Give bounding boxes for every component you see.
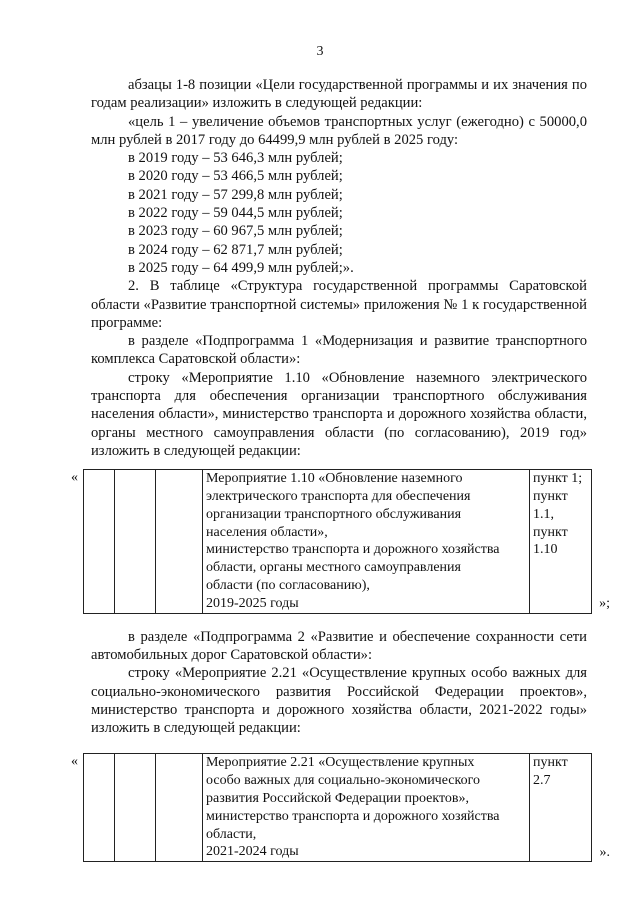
- empty-cell: [84, 754, 115, 862]
- measure-line: населения области»,: [206, 524, 328, 540]
- year-list-item: в 2024 году – 62 871,7 млн рублей;: [128, 241, 343, 258]
- empty-cell: [115, 754, 156, 862]
- year-list-item: в 2021 году – 57 299,8 млн рублей;: [128, 186, 343, 203]
- paragraph: 2. В таблице «Структура государственной программы Саратовской области «Развитие транспортной системы» приложения № 1 к государственной программе:: [91, 278, 587, 331]
- measure-line: министерство транспорта и дорожного хозяйства: [206, 808, 500, 824]
- empty-cell: [156, 470, 203, 613]
- year-list: [91, 149, 587, 277]
- measure-description: [203, 470, 530, 613]
- paragraph: абзацы 1-8 позиции «Цели государственной программы и их значения по годам реализации» изложить в следующей редакции:: [91, 77, 587, 112]
- empty-cell: [84, 470, 115, 613]
- year-list-item: в 2020 году – 53 466,5 млн рублей;: [128, 168, 343, 185]
- quote-close: ».: [599, 844, 610, 860]
- points-cell: [530, 470, 592, 613]
- page-number: 3: [316, 44, 324, 59]
- measure-line: Мероприятие 1.10 «Обновление наземного: [206, 471, 463, 487]
- quote-close: »;: [599, 596, 610, 612]
- measure-line: области (по согласованию),: [206, 578, 370, 594]
- table-measure-2-21: [71, 753, 610, 862]
- measure-line: развития Российской Федерации проектов»,: [206, 790, 470, 806]
- paragraph: в разделе «Подпрограмма 1 «Модернизация и развитие транспортного комплекса Саратовской области»:: [91, 333, 587, 368]
- point-ref: пункт 1.1,: [533, 489, 568, 522]
- measure-description: [203, 754, 530, 862]
- paragraph: «цель 1 – увеличение объемов транспортных услуг (ежегодно) с 50000,0 млн рублей в 2017 году до 64499,9 млн рублей в 2025 году:: [91, 113, 587, 148]
- point-ref: пункт 1.10: [533, 524, 568, 558]
- measure-line: области,: [206, 826, 257, 842]
- year-list-item: в 2019 году – 53 646,3 млн рублей;: [128, 150, 343, 167]
- year-list-item: в 2025 году – 64 499,9 млн рублей;».: [128, 259, 354, 276]
- measure-line: электрического транспорта для обеспечения: [206, 489, 471, 505]
- table-measure-1-10: [71, 469, 610, 613]
- empty-cell: [115, 470, 156, 613]
- paragraph: в разделе «Подпрограмма 2 «Развитие и обеспечение сохранности сети автомобильных дорог Саратовской области»:: [91, 628, 587, 663]
- point-ref: пункт 2.7: [533, 755, 568, 789]
- measure-line: 2019-2025 годы: [206, 595, 299, 611]
- measure-line: Мероприятие 2.21 «Осуществление крупных: [206, 755, 475, 771]
- points-cell: [530, 754, 592, 862]
- measure-line: особо важных для социально-экономического: [206, 773, 480, 789]
- table-row: [84, 470, 592, 613]
- document-body: [71, 76, 610, 862]
- quote-open: «: [71, 470, 78, 486]
- paragraph: строку «Мероприятие 2.21 «Осуществление крупных особо важных для социально-экономического развития Российской Федерации проектов», министерство транспорта и дорожного хозяйства области, 2021-2022 годы» изложить в следующей редакции:: [91, 665, 587, 737]
- measure-line: 2021-2024 годы: [206, 844, 299, 860]
- empty-cell: [156, 754, 203, 862]
- year-list-item: в 2023 году – 60 967,5 млн рублей;: [128, 223, 343, 240]
- paragraph: строку «Мероприятие 1.10 «Обновление наземного электрического транспорта для обеспечения организации транспортного обслуживания населения области», министерство транспорта и дорожного хозяйства области, органы местного самоуправления области (по согласованию), 2019 год» изложить в следующей редакции:: [91, 369, 587, 459]
- measure-line: министерство транспорта и дорожного хозяйства: [206, 542, 500, 558]
- measure-line: области, органы местного самоуправления: [206, 560, 461, 576]
- year-list-item: в 2022 году – 59 044,5 млн рублей;: [128, 205, 343, 222]
- table-row: [84, 754, 592, 862]
- measure-line: организации транспортного обслуживания: [206, 506, 462, 522]
- point-ref: пункт 1;: [533, 471, 583, 487]
- quote-open: «: [71, 754, 78, 770]
